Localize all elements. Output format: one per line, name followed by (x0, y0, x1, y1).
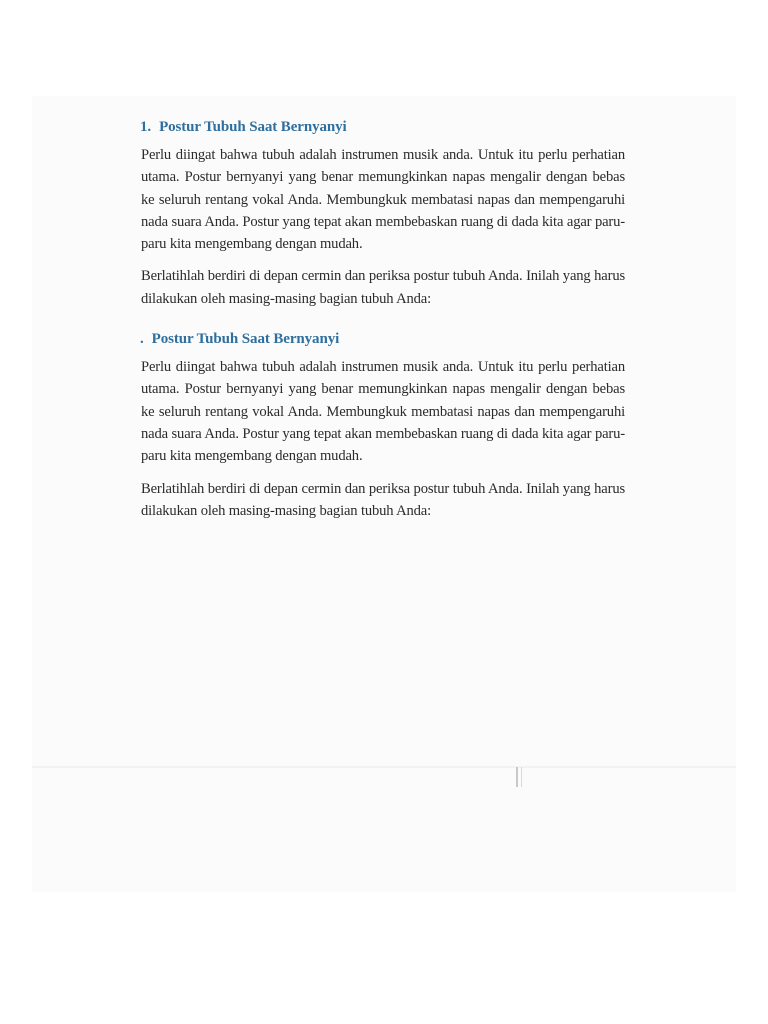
section-number: 1. (140, 119, 152, 135)
scan-artifact-mark (516, 767, 522, 787)
paragraph: Perlu diingat bahwa tubuh adalah instrumen musik anda. Untuk itu perlu perhatian utama. Postur bernyanyi yang benar memungkinkan napas mengalir dengan bebas ke seluruh rentang vokal Anda. Membungkuk membatasi napas dan mempengaruhi nada suara Anda. Postur yang tepat akan membebaskan ruang di dada kita agar paru-paru kita mengembang dengan mudah. (141, 147, 625, 253)
section-title: Postur Tubuh Saat Bernyanyi (159, 119, 347, 135)
paragraph: Berlatihlah berdiri di depan cermin dan periksa postur tubuh Anda. Inilah yang harus dilakukan oleh masing-masing bagian tubuh Anda: (141, 268, 625, 307)
section-heading (140, 116, 625, 138)
document-content (141, 116, 625, 540)
section-1 (141, 116, 625, 310)
section-title: Postur Tubuh Saat Bernyanyi (151, 331, 340, 348)
scan-divider-line (32, 766, 736, 768)
section-number: . (140, 331, 144, 348)
section-heading (140, 328, 625, 350)
section-2 (141, 328, 625, 522)
paragraph: Berlatihlah berdiri di depan cermin dan periksa postur tubuh Anda. Inilah yang harus dilakukan oleh masing-masing bagian tubuh Anda: (141, 480, 625, 519)
paragraph: Perlu diingat bahwa tubuh adalah instrumen musik anda. Untuk itu perlu perhatian utama. Postur bernyanyi yang benar memungkinkan napas mengalir dengan bebas ke seluruh rentang vokal Anda. Membungkuk membatasi napas dan mempengaruhi nada suara Anda. Postur yang tepat akan membebaskan ruang di dada kita agar paru-paru kita mengembang dengan mudah. (141, 359, 625, 465)
